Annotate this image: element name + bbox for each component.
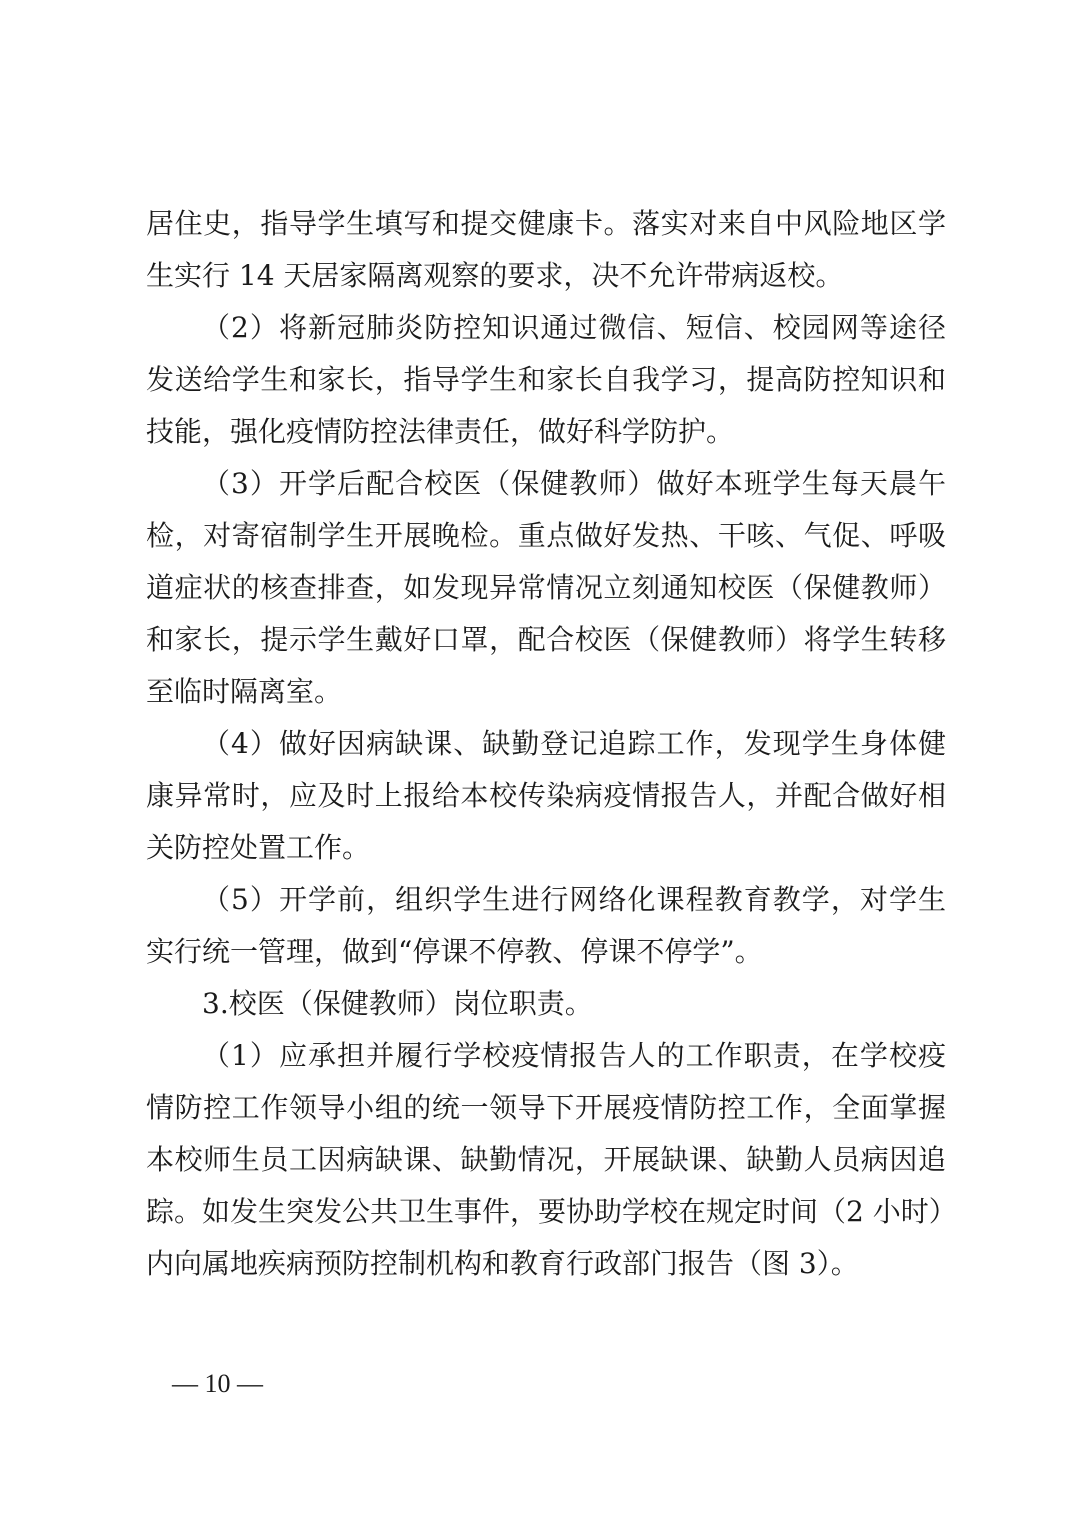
text-line: （3）开学后配合校医（保健教师）做好本班学生每天晨午 bbox=[202, 467, 946, 500]
text-line: （1）应承担并履行学校疫情报告人的工作职责，在学校疫 bbox=[202, 1039, 946, 1072]
text-line: （4）做好因病缺课、缺勤登记追踪工作，发现学生身体健 bbox=[202, 727, 946, 760]
text-line: 踪。如发生突发公共卫生事件，要协助学校在规定时间（2 小时） bbox=[146, 1195, 957, 1228]
text-line: 发送给学生和家长，指导学生和家长自我学习，提高防控知识和 bbox=[146, 363, 946, 396]
text-line: 技能，强化疫情防控法律责任，做好科学防护。 bbox=[146, 415, 735, 448]
text-line: 检，对寄宿制学生开展晚检。重点做好发热、干咳、气促、呼吸 bbox=[146, 519, 946, 552]
page-number: — 10 — bbox=[172, 1369, 263, 1398]
text-line: （5）开学前，组织学生进行网络化课程教育教学，对学生 bbox=[202, 883, 946, 916]
section-heading: 3.校医（保健教师）岗位职责。 bbox=[202, 987, 593, 1020]
text-line: 居住史，指导学生填写和提交健康卡。落实对来自中风险地区学 bbox=[146, 207, 946, 240]
text-line: 实行统一管理，做到“停课不停教、停课不停学”。 bbox=[146, 935, 763, 968]
text-line: 和家长，提示学生戴好口罩，配合校医（保健教师）将学生转移 bbox=[146, 623, 946, 656]
body-text bbox=[146, 198, 957, 1290]
text-line: 情防控工作领导小组的统一领导下开展疫情防控工作，全面掌握 bbox=[146, 1091, 946, 1124]
text-line: 关防控处置工作。 bbox=[146, 831, 371, 864]
text-line: 生实行 14 天居家隔离观察的要求，决不允许带病返校。 bbox=[146, 259, 844, 292]
text-line: 至临时隔离室。 bbox=[146, 675, 343, 708]
text-line: 本校师生员工因病缺课、缺勤情况，开展缺课、缺勤人员病因追 bbox=[146, 1143, 946, 1176]
text-line: 内向属地疾病预防控制机构和教育行政部门报告（图 3）。 bbox=[146, 1247, 859, 1280]
text-line: （2）将新冠肺炎防控知识通过微信、短信、校园网等途径 bbox=[202, 311, 946, 344]
text-line: 康异常时，应及时上报给本校传染病疫情报告人，并配合做好相 bbox=[146, 779, 946, 812]
text-line: 道症状的核查排查，如发现异常情况立刻通知校医（保健教师） bbox=[146, 571, 946, 604]
